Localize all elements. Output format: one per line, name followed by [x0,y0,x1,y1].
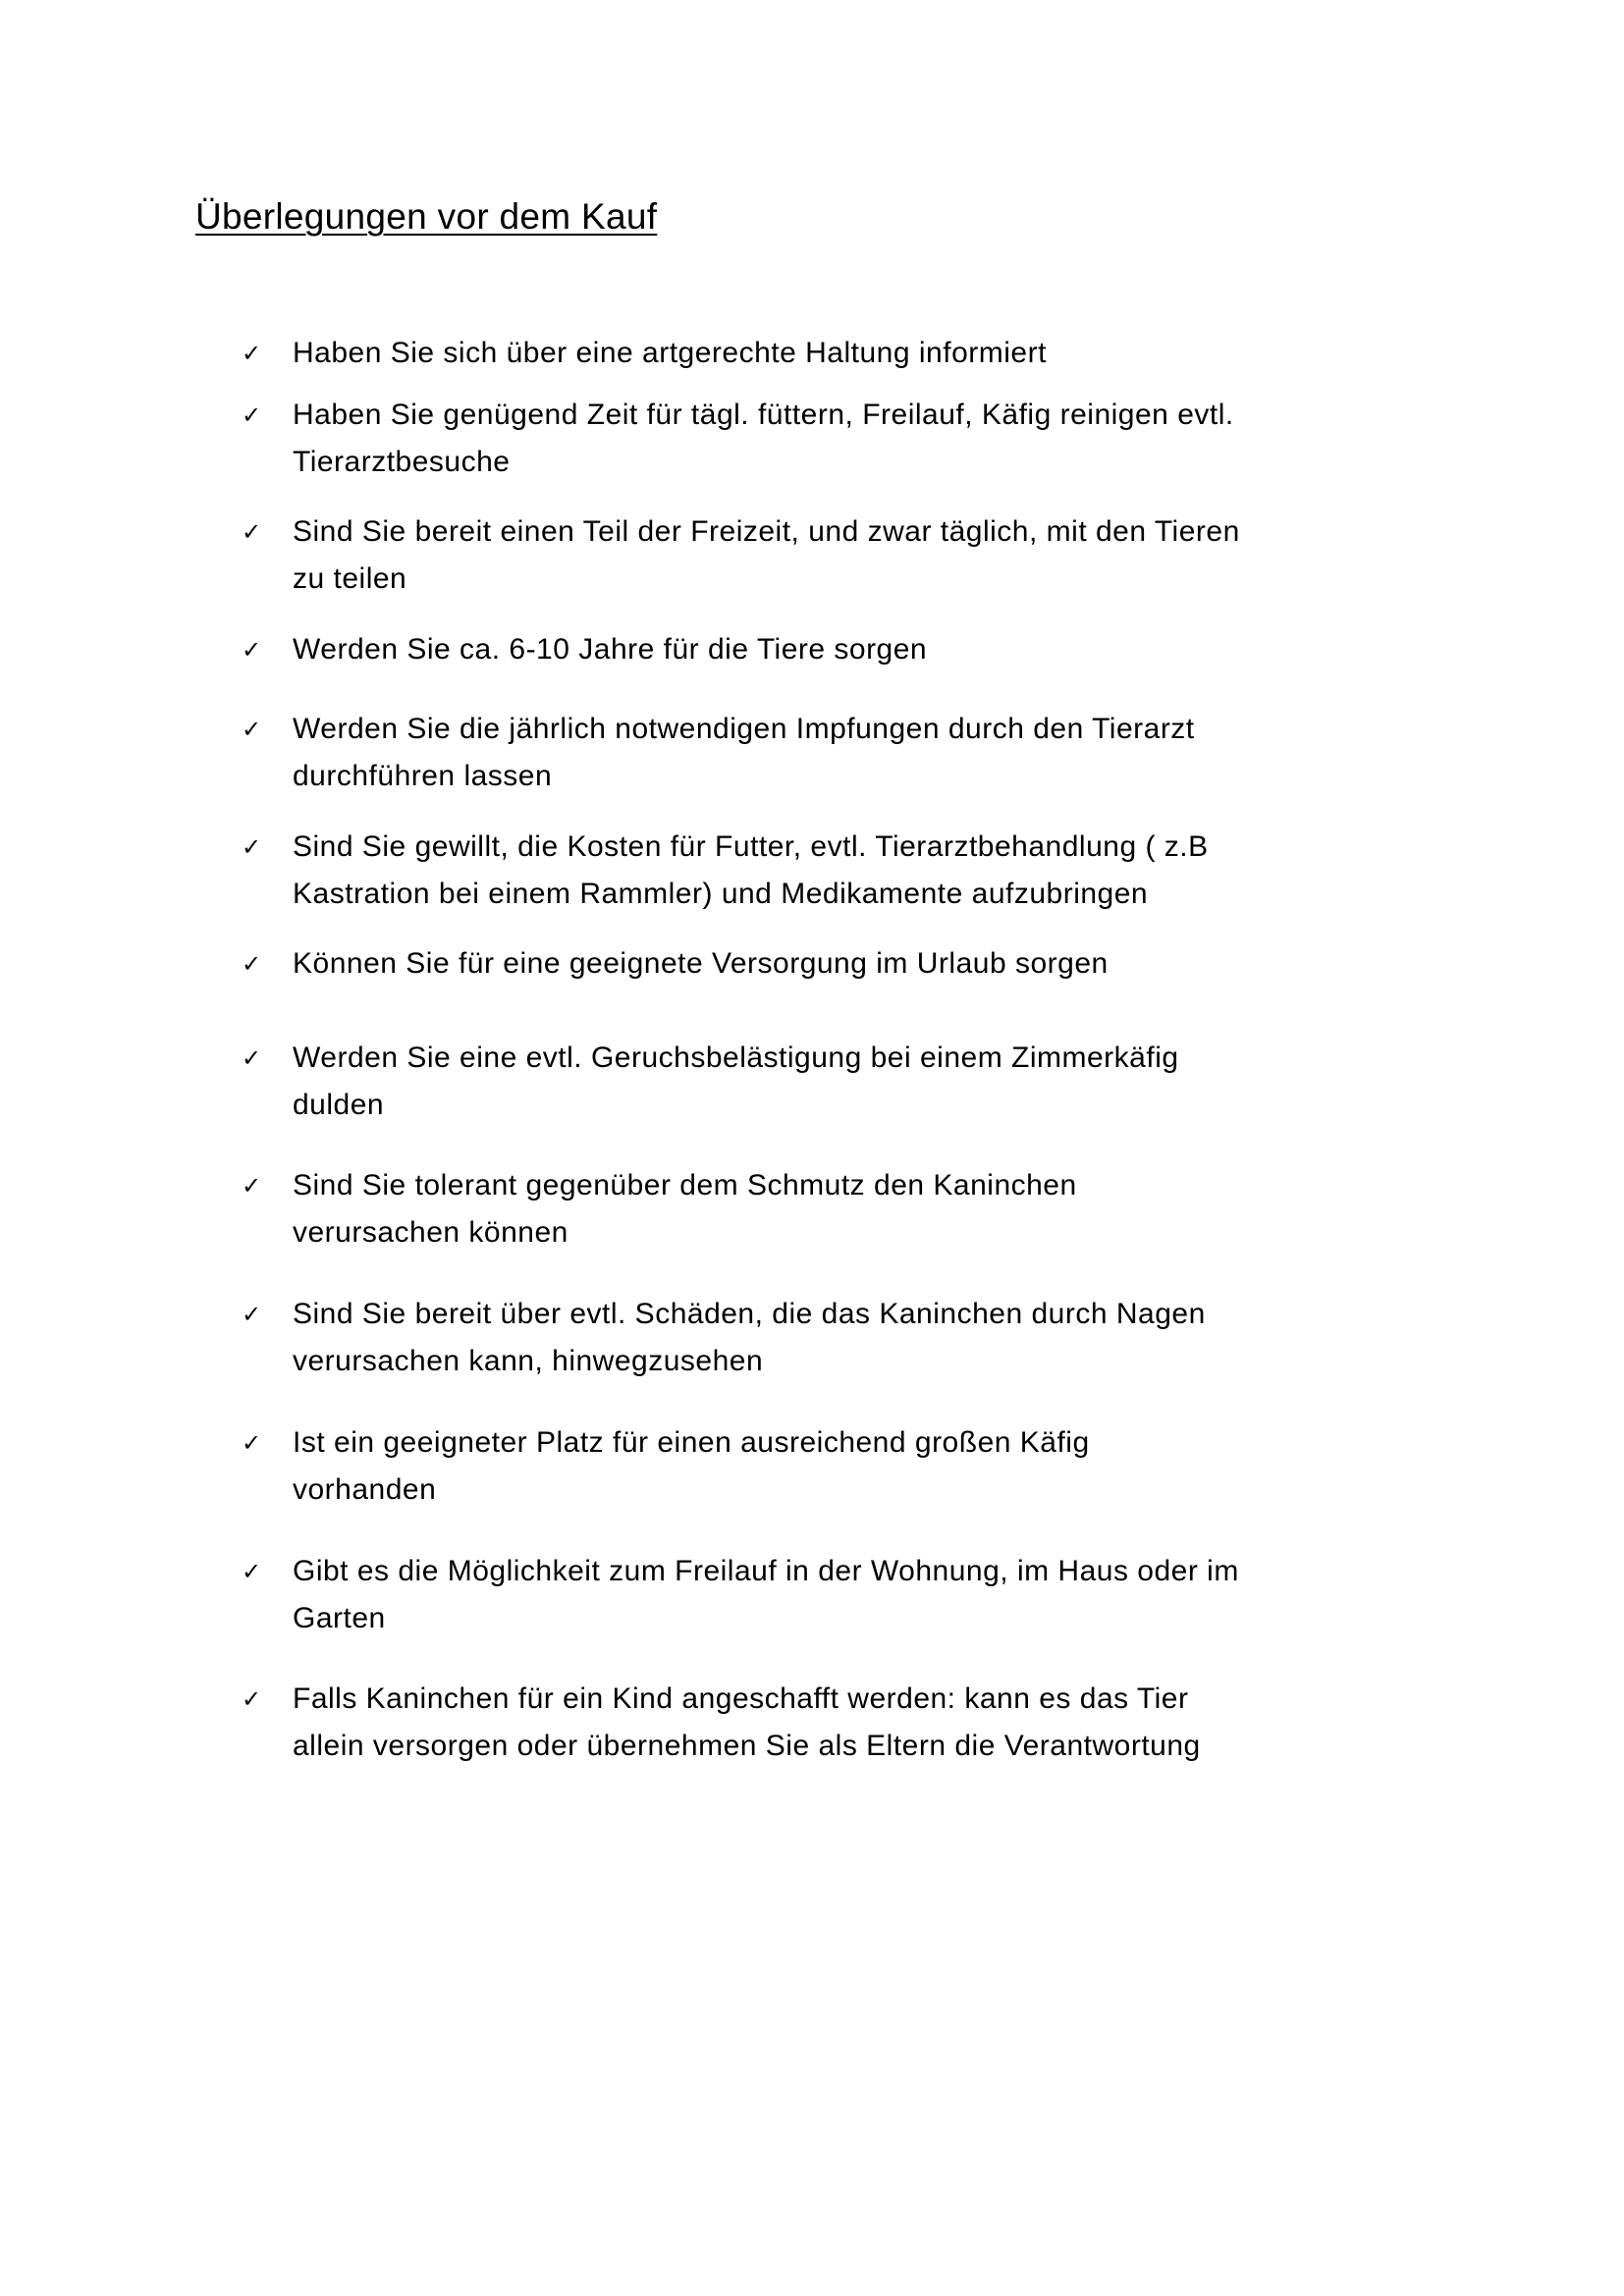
item-text-line: vorhanden [293,1473,437,1506]
item-text-line: Sind Sie bereit einen Teil der Freizeit, und zwar täglich, mit den Tieren [293,515,1240,548]
item-text-line: Haben Sie sich über eine artgerechte Haltung informiert [293,337,1047,369]
item-text-line: Sind Sie gewillt, die Kosten für Futter, evtl. Tierarztbehandlung ( z.B [293,830,1209,863]
item-text-line: allein versorgen oder übernehmen Sie als Eltern die Verantwortung [293,1730,1201,1762]
item-text-line: Werden Sie eine evtl. Geruchsbelästigung bei einem Zimmerkäfig [293,1041,1179,1074]
item-text-line: verursachen können [293,1216,568,1249]
check-icon: ✓ [242,1558,262,1585]
item-text-line: Sind Sie tolerant gegenüber dem Schmutz den Kaninchen [293,1169,1077,1201]
check-icon: ✓ [242,518,262,546]
item-text-line: Ist ein geeigneter Platz für einen ausreichend großen Käfig [293,1426,1090,1459]
check-icon: ✓ [242,401,262,429]
item-text-line: Kastration bei einem Rammler) und Medikamente aufzubringen [293,878,1149,910]
item-text-line: dulden [293,1089,385,1121]
item-text-line: Gibt es die Möglichkeit zum Freilauf in der Wohnung, im Haus oder im [293,1555,1239,1587]
item-text-line: Werden Sie die jährlich notwendigen Impfungen durch den Tierarzt [293,713,1195,745]
item-text-line: Sind Sie bereit über evtl. Schäden, die das Kaninchen durch Nagen [293,1298,1206,1330]
check-icon: ✓ [242,950,262,978]
check-icon: ✓ [242,716,262,743]
check-icon: ✓ [242,1172,262,1200]
check-icon: ✓ [242,636,262,664]
item-text-line: Haben Sie genügend Zeit für tägl. füttern, Freilauf, Käfig reinigen evtl. [293,399,1234,431]
item-text-line: zu teilen [293,562,407,595]
item-text-line: Können Sie für eine geeignete Versorgung im Urlaub sorgen [293,947,1109,980]
item-text-line: Garten [293,1602,386,1634]
check-icon: ✓ [242,1685,262,1713]
check-icon: ✓ [242,1044,262,1072]
item-text-line: Werden Sie ca. 6-10 Jahre für die Tiere sorgen [293,633,928,666]
item-text-line: durchführen lassen [293,760,553,792]
page-title: Überlegungen vor dem Kauf [195,196,658,237]
check-icon: ✓ [242,833,262,861]
check-icon: ✓ [242,340,262,367]
item-text-line: verursachen kann, hinwegzusehen [293,1345,764,1377]
check-icon: ✓ [242,1301,262,1328]
check-icon: ✓ [242,1429,262,1457]
item-text-line: Falls Kaninchen für ein Kind angeschafft werden: kann es das Tier [293,1682,1189,1715]
item-text-line: Tierarztbesuche [293,446,511,478]
